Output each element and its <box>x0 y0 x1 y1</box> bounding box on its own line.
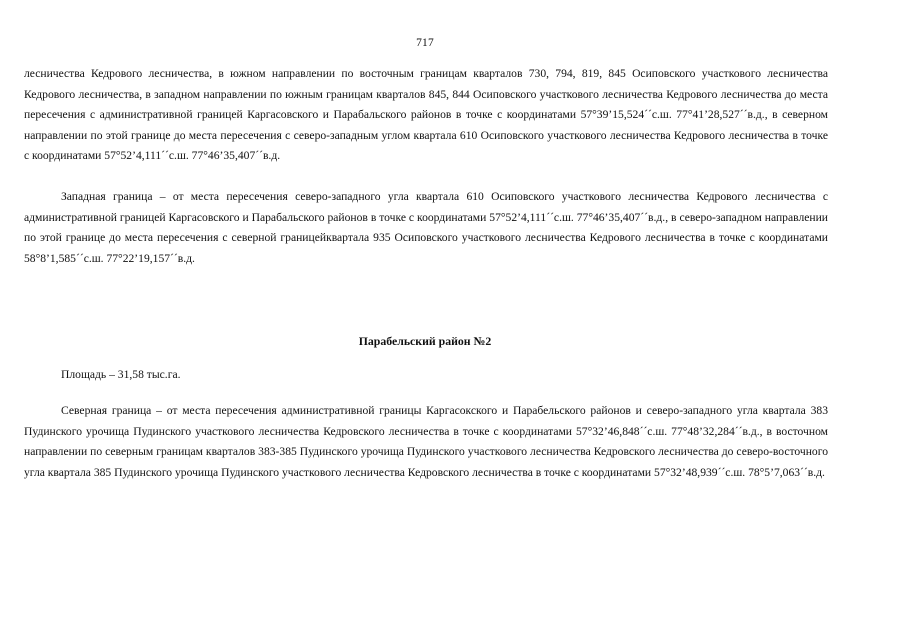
page-number: 717 <box>416 37 434 49</box>
paragraph-western-border: Западная граница – от места пересечения северо-западного угла квартала 610 Осиповского участкового лесничества Кедрового лесничества с административной границей Каргасовского и Парабальского районов в точке с координатами 57°52’4,111´´с.ш. 77°46’35,407´´в.д., в северо-западном направлении по этой границе до места пересечения с северной границейквартала 935 Осиповского участкового лесничества Кедрового лесничества в точке с координатами 58°8’1,585´´с.ш. 77°22’19,157´´в.д. <box>24 190 828 265</box>
section-heading: Парабельский район №2 <box>358 334 492 348</box>
paragraph-northern-border: Северная граница – от места пересечения административной границы Каргасокского и Парабельского районов и северо-западного угла квартала 383 Пудинского урочища Пудинского участкового лесничества Кедровского лесничества в точке с координатами 57°32’46,848´´с.ш. 77°48’32,284´´в.д., в восточном направлении по северным границам кварталов 383-385 Пудинского урочища Пудинского участкового лесничества Кедровского лесничества до северо-восточного угла квартала 385 Пудинского урочища Пудинского участкового лесничества Кедровского лесничества в точке с координатами 57°32’48,939´´с.ш. 78°5’7,063´´в.д. <box>24 404 828 479</box>
paragraph-continuation: лесничества Кедрового лесничества, в южном направлении по восточным границам кварталов 730, 794, 819, 845 Осиповского участкового лесничества Кедрового лесничества, в западном направлении по южным границам кварталов 845, 844 Осиповского участкового лесничества Кедрового лесничества до места пересечения с административной границей Каргасовского и Парабальского районов в точке с координатами 57°39’15,524´´с.ш. 77°41’28,527´´в.д., в северном направлении по этой границе до места пересечения с северо-западным углом квартала 610 Осиповского участкового лесничества Кедрового лесничества в точке с координатами 57°52’4,111´´с.ш. 77°46’35,407´´в.д. <box>24 67 828 162</box>
area-line: Площадь – 31,58 тыс.га. <box>61 368 181 381</box>
